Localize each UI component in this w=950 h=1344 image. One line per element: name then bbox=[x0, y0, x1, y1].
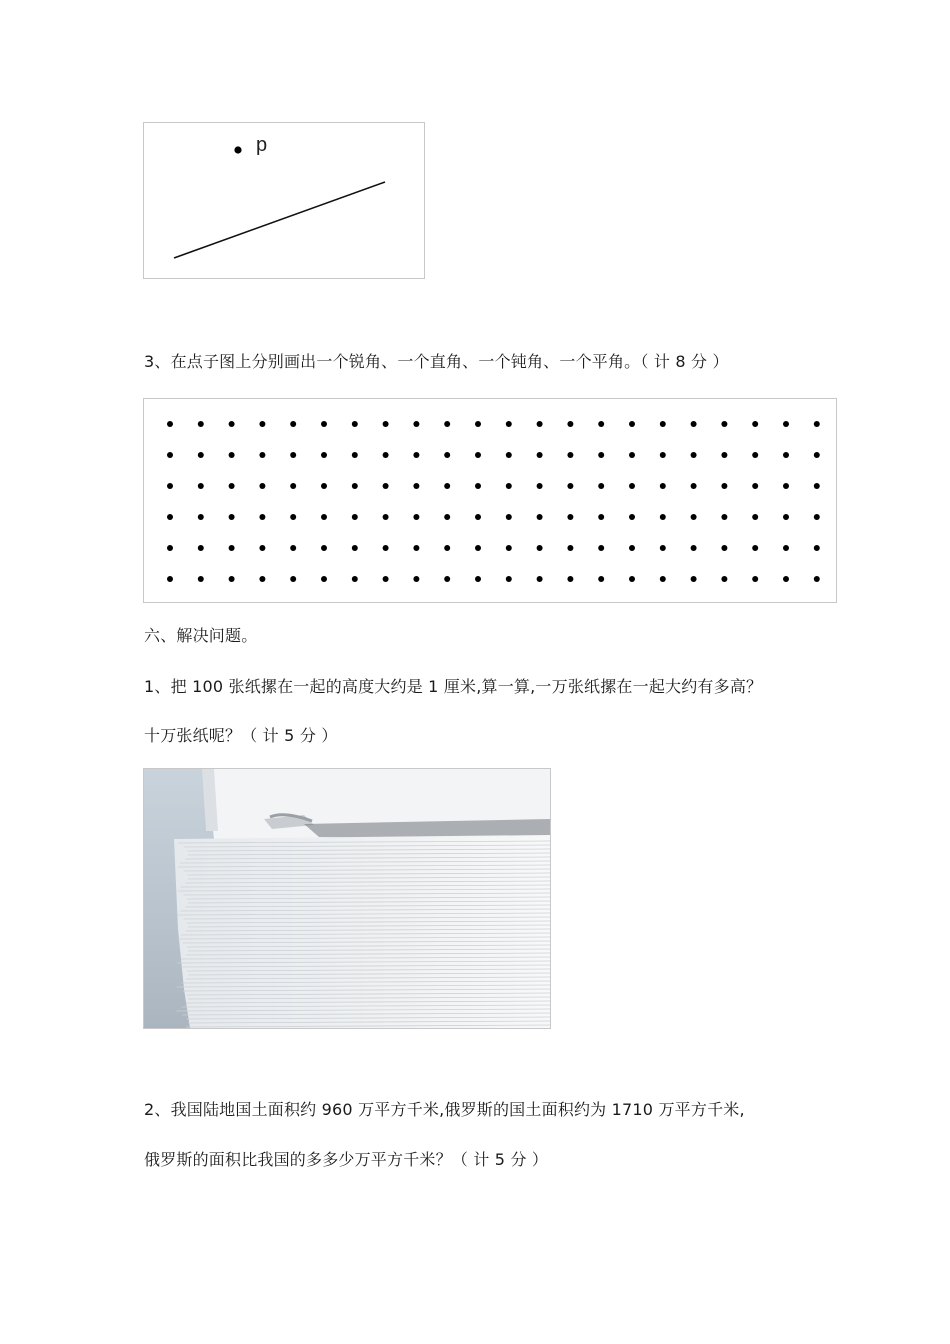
grid-dot[interactable] bbox=[352, 576, 358, 582]
grid-dot[interactable] bbox=[321, 545, 327, 551]
grid-dot[interactable] bbox=[598, 421, 604, 427]
grid-dot[interactable] bbox=[537, 576, 543, 582]
grid-dot[interactable] bbox=[290, 421, 296, 427]
grid-dot[interactable] bbox=[321, 576, 327, 582]
grid-dot[interactable] bbox=[691, 421, 697, 427]
grid-dot[interactable] bbox=[475, 452, 481, 458]
grid-dot[interactable] bbox=[290, 514, 296, 520]
grid-dot[interactable] bbox=[167, 545, 173, 551]
grid-dot[interactable] bbox=[475, 576, 481, 582]
point-p-label: p bbox=[256, 134, 268, 156]
grid-dot[interactable] bbox=[383, 452, 389, 458]
grid-dot[interactable] bbox=[198, 483, 204, 489]
grid-dot[interactable] bbox=[198, 514, 204, 520]
grid-dot[interactable] bbox=[721, 545, 727, 551]
grid-dot[interactable] bbox=[506, 545, 512, 551]
problem-2-line-2: 俄罗斯的面积比我国的多多少万平方千米？（ 计 5 分 ） bbox=[144, 1150, 549, 1169]
grid-dot[interactable] bbox=[721, 452, 727, 458]
grid-dot[interactable] bbox=[537, 514, 543, 520]
problem-1-line-2: 十万张纸呢？（ 计 5 分 ） bbox=[144, 726, 338, 745]
grid-dot[interactable] bbox=[629, 576, 635, 582]
grid-dot[interactable] bbox=[383, 421, 389, 427]
straight-line bbox=[174, 182, 385, 258]
grid-dot[interactable] bbox=[783, 545, 789, 551]
grid-dot[interactable] bbox=[413, 421, 419, 427]
grid-dot[interactable] bbox=[629, 514, 635, 520]
grid-dot[interactable] bbox=[752, 545, 758, 551]
grid-dot[interactable] bbox=[383, 545, 389, 551]
grid-dot[interactable] bbox=[259, 514, 265, 520]
grid-dot[interactable] bbox=[413, 452, 419, 458]
grid-dot[interactable] bbox=[783, 483, 789, 489]
grid-dot[interactable] bbox=[475, 483, 481, 489]
dot-grid-figure[interactable] bbox=[143, 398, 837, 603]
grid-dot[interactable] bbox=[259, 545, 265, 551]
grid-dot[interactable] bbox=[752, 452, 758, 458]
grid-dot[interactable] bbox=[229, 452, 235, 458]
paper-stack-photo bbox=[143, 768, 551, 1029]
grid-dot[interactable] bbox=[321, 483, 327, 489]
grid-dot[interactable] bbox=[444, 576, 450, 582]
grid-dot[interactable] bbox=[814, 576, 820, 582]
grid-dot[interactable] bbox=[598, 483, 604, 489]
grid-dot[interactable] bbox=[383, 514, 389, 520]
grid-dot[interactable] bbox=[629, 545, 635, 551]
grid-dot[interactable] bbox=[352, 545, 358, 551]
grid-dot[interactable] bbox=[814, 514, 820, 520]
grid-dot[interactable] bbox=[567, 514, 573, 520]
grid-dot[interactable] bbox=[598, 576, 604, 582]
grid-dot[interactable] bbox=[598, 545, 604, 551]
grid-dot[interactable] bbox=[660, 576, 666, 582]
grid-dot[interactable] bbox=[321, 452, 327, 458]
grid-dot[interactable] bbox=[475, 421, 481, 427]
grid-dot[interactable] bbox=[413, 576, 419, 582]
grid-dot[interactable] bbox=[259, 483, 265, 489]
grid-dot[interactable] bbox=[721, 483, 727, 489]
grid-dot[interactable] bbox=[383, 576, 389, 582]
grid-dot[interactable] bbox=[413, 514, 419, 520]
grid-dot[interactable] bbox=[259, 452, 265, 458]
grid-dot[interactable] bbox=[413, 545, 419, 551]
grid-dot[interactable] bbox=[752, 576, 758, 582]
grid-dot[interactable] bbox=[660, 545, 666, 551]
grid-dot[interactable] bbox=[567, 576, 573, 582]
grid-dot[interactable] bbox=[352, 421, 358, 427]
grid-dot[interactable] bbox=[167, 421, 173, 427]
grid-dot[interactable] bbox=[506, 452, 512, 458]
grid-dot[interactable] bbox=[691, 545, 697, 551]
grid-dot[interactable] bbox=[259, 421, 265, 427]
grid-dot[interactable] bbox=[783, 514, 789, 520]
grid-dot[interactable] bbox=[721, 576, 727, 582]
grid-dot[interactable] bbox=[506, 421, 512, 427]
grid-dot[interactable] bbox=[629, 421, 635, 427]
grid-dot[interactable] bbox=[506, 483, 512, 489]
grid-dot[interactable] bbox=[660, 514, 666, 520]
grid-dot[interactable] bbox=[691, 514, 697, 520]
grid-dot[interactable] bbox=[229, 421, 235, 427]
grid-dot[interactable] bbox=[352, 452, 358, 458]
grid-dot[interactable] bbox=[444, 483, 450, 489]
point-line-drawing bbox=[144, 123, 424, 278]
grid-dot[interactable] bbox=[814, 483, 820, 489]
grid-dot[interactable] bbox=[783, 576, 789, 582]
grid-dot[interactable] bbox=[229, 483, 235, 489]
grid-dot[interactable] bbox=[629, 483, 635, 489]
grid-dot[interactable] bbox=[229, 514, 235, 520]
grid-dot[interactable] bbox=[167, 576, 173, 582]
grid-dot[interactable] bbox=[567, 483, 573, 489]
grid-dot[interactable] bbox=[752, 483, 758, 489]
grid-dot[interactable] bbox=[321, 514, 327, 520]
grid-dot[interactable] bbox=[475, 545, 481, 551]
grid-dot[interactable] bbox=[598, 452, 604, 458]
grid-dot[interactable] bbox=[537, 452, 543, 458]
point-line-figure bbox=[143, 122, 425, 279]
grid-dot[interactable] bbox=[352, 483, 358, 489]
grid-dot[interactable] bbox=[290, 545, 296, 551]
grid-dot[interactable] bbox=[167, 514, 173, 520]
grid-dot[interactable] bbox=[721, 421, 727, 427]
grid-dot[interactable] bbox=[660, 421, 666, 427]
grid-dot[interactable] bbox=[167, 452, 173, 458]
grid-dot[interactable] bbox=[567, 452, 573, 458]
grid-dot[interactable] bbox=[660, 452, 666, 458]
section-6-title: 六、解决问题。 bbox=[144, 626, 258, 645]
grid-dot[interactable] bbox=[506, 514, 512, 520]
paper-stack-image bbox=[144, 769, 550, 1028]
grid-dot[interactable] bbox=[721, 514, 727, 520]
grid-dot[interactable] bbox=[691, 452, 697, 458]
grid-dot[interactable] bbox=[198, 421, 204, 427]
grid-dot[interactable] bbox=[537, 421, 543, 427]
dot-grid[interactable] bbox=[144, 399, 836, 602]
grid-dot[interactable] bbox=[506, 576, 512, 582]
grid-dot[interactable] bbox=[352, 514, 358, 520]
grid-dot[interactable] bbox=[783, 421, 789, 427]
question-3-text: 3、在点子图上分别画出一个锐角、一个直角、一个钝角、一个平角。（ 计 8 分 ） bbox=[144, 352, 729, 371]
grid-dot[interactable] bbox=[475, 514, 481, 520]
grid-dot[interactable] bbox=[444, 452, 450, 458]
grid-dot[interactable] bbox=[537, 483, 543, 489]
grid-dot[interactable] bbox=[229, 576, 235, 582]
grid-dot[interactable] bbox=[198, 576, 204, 582]
problem-2-line-1: 2、我国陆地国土面积约 960 万平方千米,俄罗斯的国土面积约为 1710 万平方千米, bbox=[144, 1100, 745, 1119]
grid-dot[interactable] bbox=[629, 452, 635, 458]
grid-dot[interactable] bbox=[814, 421, 820, 427]
point-p-dot bbox=[234, 146, 241, 153]
grid-dot[interactable] bbox=[413, 483, 419, 489]
grid-dot[interactable] bbox=[691, 483, 697, 489]
problem-1-line-1: 1、把 100 张纸摞在一起的高度大约是 1 厘米,算一算,一万张纸摞在一起大约有多高？ bbox=[144, 677, 763, 696]
grid-dot[interactable] bbox=[290, 576, 296, 582]
grid-dot[interactable] bbox=[752, 421, 758, 427]
grid-dot[interactable] bbox=[567, 421, 573, 427]
grid-dot[interactable] bbox=[814, 452, 820, 458]
grid-dot[interactable] bbox=[167, 483, 173, 489]
grid-dot[interactable] bbox=[598, 514, 604, 520]
grid-dot[interactable] bbox=[321, 421, 327, 427]
grid-dot[interactable] bbox=[752, 514, 758, 520]
grid-dot[interactable] bbox=[537, 545, 543, 551]
grid-dot[interactable] bbox=[691, 576, 697, 582]
grid-dot[interactable] bbox=[290, 483, 296, 489]
grid-dot[interactable] bbox=[814, 545, 820, 551]
grid-dot[interactable] bbox=[198, 452, 204, 458]
grid-dot[interactable] bbox=[444, 545, 450, 551]
grid-dot[interactable] bbox=[444, 514, 450, 520]
grid-dot[interactable] bbox=[259, 576, 265, 582]
grid-dot[interactable] bbox=[444, 421, 450, 427]
grid-dot[interactable] bbox=[290, 452, 296, 458]
grid-dot[interactable] bbox=[660, 483, 666, 489]
grid-dot[interactable] bbox=[229, 545, 235, 551]
grid-dot[interactable] bbox=[783, 452, 789, 458]
grid-dot[interactable] bbox=[383, 483, 389, 489]
grid-dot[interactable] bbox=[567, 545, 573, 551]
grid-dot[interactable] bbox=[198, 545, 204, 551]
